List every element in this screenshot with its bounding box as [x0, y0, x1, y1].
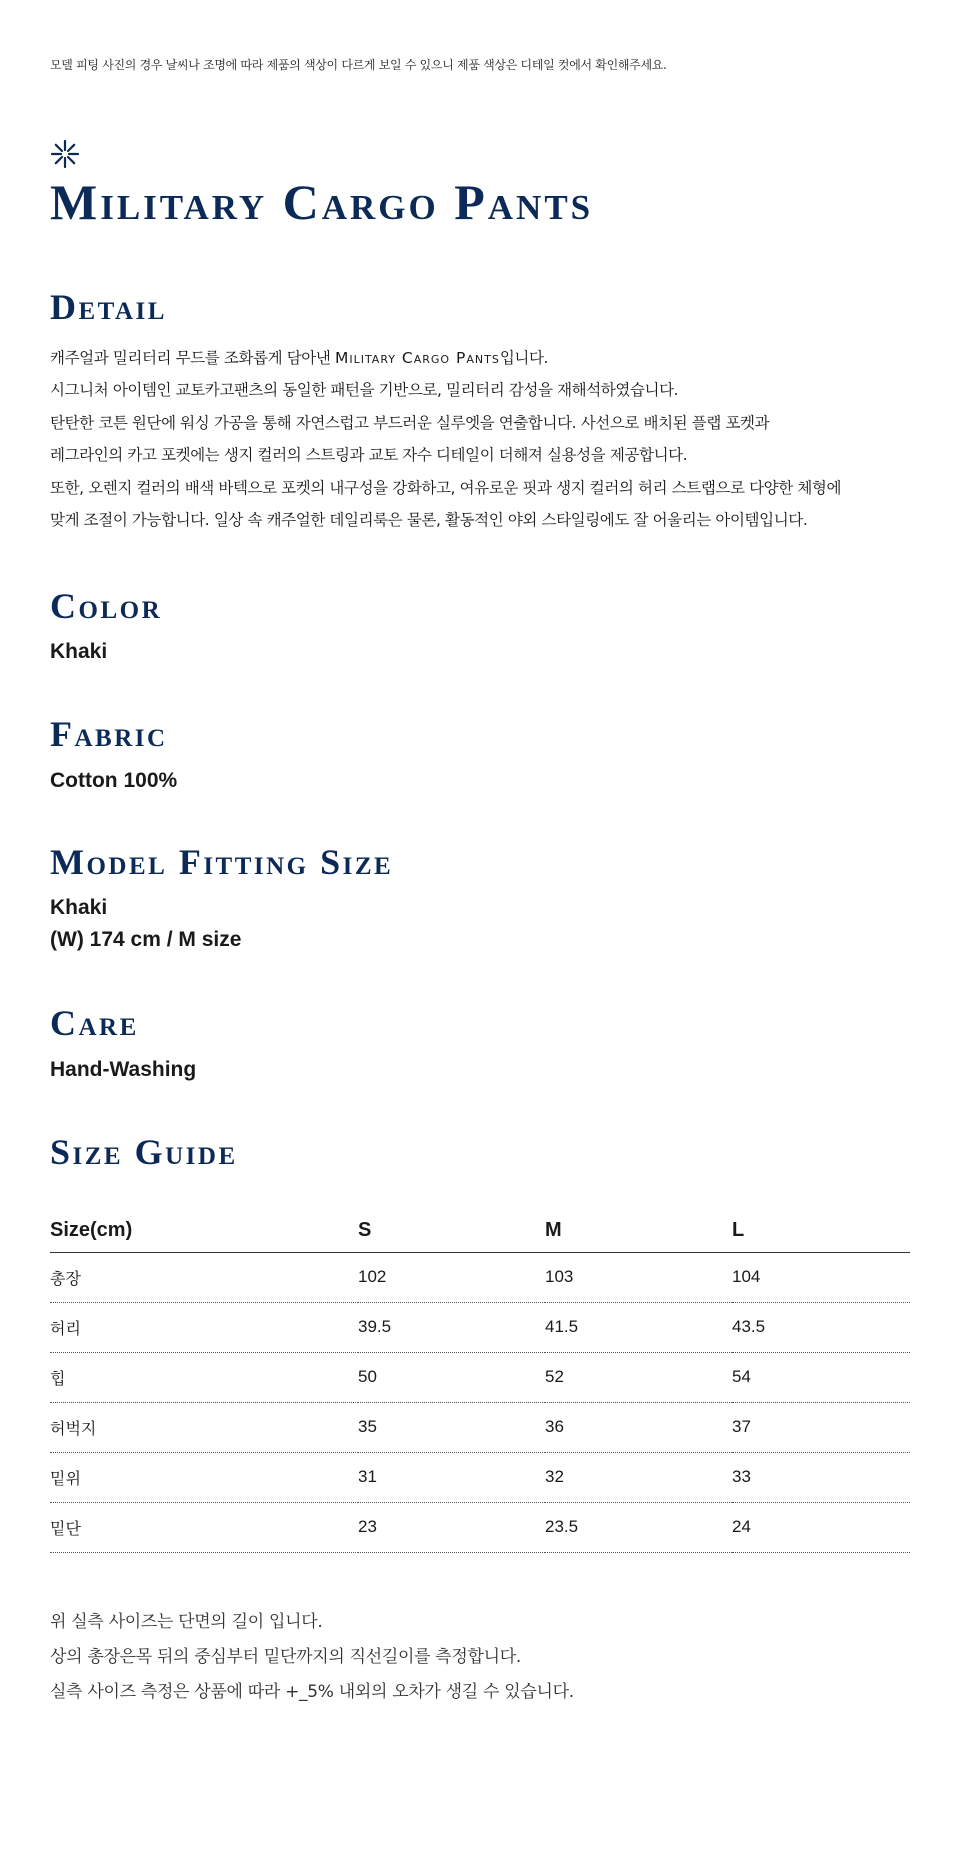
- care-value: Hand-Washing: [50, 1057, 197, 1081]
- fabric-value: Cotton 100%: [50, 768, 178, 792]
- table-row: [50, 1302, 910, 1352]
- measure-value: 104: [732, 1252, 910, 1302]
- measure-value: 31: [358, 1452, 545, 1502]
- table-row: [50, 1452, 910, 1502]
- color-section: [50, 587, 910, 669]
- measure-value: 23: [358, 1502, 545, 1552]
- measure-value: 103: [545, 1252, 732, 1302]
- size-note: 위 실측 사이즈는 단면의 길이 입니다.: [50, 1611, 323, 1632]
- size-table-header-row: [50, 1219, 910, 1253]
- detail-line: 탄탄한 코튼 원단에 워싱 가공을 통해 자연스럽고 부드러운 실루엣을 연출합니다. 사선으로 배치된 플랩 포켓과: [50, 413, 770, 432]
- measure-value: 54: [732, 1352, 910, 1402]
- size-note: 상의 총장은목 뒤의 중심부터 밑단까지의 직선길이를 측정합니다.: [50, 1646, 522, 1667]
- detail-heading: Detail: [50, 287, 167, 327]
- measure-value: 35: [358, 1402, 545, 1452]
- detail-product-name: Military Cargo Pants: [334, 348, 500, 367]
- measure-label: 밑단: [50, 1502, 358, 1552]
- measure-value: 24: [732, 1502, 910, 1552]
- model-fitting-section: [50, 843, 910, 957]
- measure-value: 41.5: [545, 1302, 732, 1352]
- size-header-cell: S: [358, 1219, 545, 1253]
- fabric-section: [50, 715, 910, 797]
- color-value: Khaki: [50, 640, 108, 664]
- table-row: [50, 1252, 910, 1302]
- sparkle-asterisk-icon: [50, 139, 80, 169]
- measure-label: 총장: [50, 1252, 358, 1302]
- measure-label: 밑위: [50, 1452, 358, 1502]
- care-section: [50, 1004, 910, 1086]
- product-title: Military Cargo Pants: [50, 174, 594, 230]
- size-header-cell: M: [545, 1219, 732, 1253]
- table-row: [50, 1352, 910, 1402]
- measure-label: 허벅지: [50, 1402, 358, 1452]
- model-size-value: (W) 174 cm / M size: [50, 928, 242, 952]
- measure-value: 50: [358, 1352, 545, 1402]
- measure-value: 102: [358, 1252, 545, 1302]
- size-guide-heading: Size Guide: [50, 1131, 238, 1172]
- fabric-heading: Fabric: [50, 714, 168, 755]
- detail-line: 또한, 오렌지 컬러의 배색 바텍으로 포켓의 내구성을 강화하고, 여유로운 핏과 생지 컬러의 허리 스트랩으로 다양한 체형에: [50, 478, 842, 497]
- detail-line: 시그니처 아이템인 교토카고팬츠의 동일한 패턴을 기반으로, 밀리터리 감성을 재해석하였습니다.: [50, 381, 679, 400]
- measure-value: 37: [732, 1402, 910, 1452]
- measure-value: 36: [545, 1402, 732, 1452]
- detail-description: [50, 342, 910, 537]
- detail-line-prefix: 캐주얼과 밀리터리 무드를 조화롭게 담아낸: [50, 348, 335, 367]
- size-header-cell: Size(cm): [50, 1219, 358, 1253]
- measure-value: 52: [545, 1352, 732, 1402]
- table-row: [50, 1402, 910, 1452]
- measure-value: 32: [545, 1452, 732, 1502]
- table-row: [50, 1502, 910, 1552]
- size-notes: [50, 1605, 910, 1710]
- color-heading: Color: [50, 585, 163, 626]
- detail-line: 레그라인의 카고 포켓에는 생지 컬러의 스트링과 교토 자수 디테일이 더해져 실용성을 제공합니다.: [50, 446, 688, 465]
- measure-value: 39.5: [358, 1302, 545, 1352]
- detail-section: [50, 288, 910, 537]
- size-guide-section: [50, 1133, 910, 1553]
- measure-label: 힙: [50, 1352, 358, 1402]
- color-notice: 모델 피팅 사진의 경우 날씨나 조명에 따라 제품의 색상이 다르게 보일 수 있으니 제품 색상은 디테일 컷에서 확인해주세요.: [50, 58, 667, 72]
- model-color-value: Khaki: [50, 896, 108, 920]
- detail-line-suffix: 입니다.: [499, 348, 549, 367]
- care-heading: Care: [50, 1003, 139, 1044]
- detail-line: [50, 342, 910, 375]
- measure-value: 43.5: [732, 1302, 910, 1352]
- size-note: 실측 사이즈 측정은 상품에 따라 +_5% 내외의 오차가 생길 수 있습니다.: [50, 1681, 574, 1702]
- measure-value: 33: [732, 1452, 910, 1502]
- size-table: [50, 1219, 910, 1553]
- detail-line: 맞게 조절이 가능합니다. 일상 속 캐주얼한 데일리룩은 물론, 활동적인 야외 스타일링에도 잘 어울리는 아이템입니다.: [50, 511, 808, 530]
- model-fitting-heading: Model Fitting Size: [50, 841, 394, 882]
- measure-value: 23.5: [545, 1502, 732, 1552]
- size-header-cell: L: [732, 1219, 910, 1253]
- measure-label: 허리: [50, 1302, 358, 1352]
